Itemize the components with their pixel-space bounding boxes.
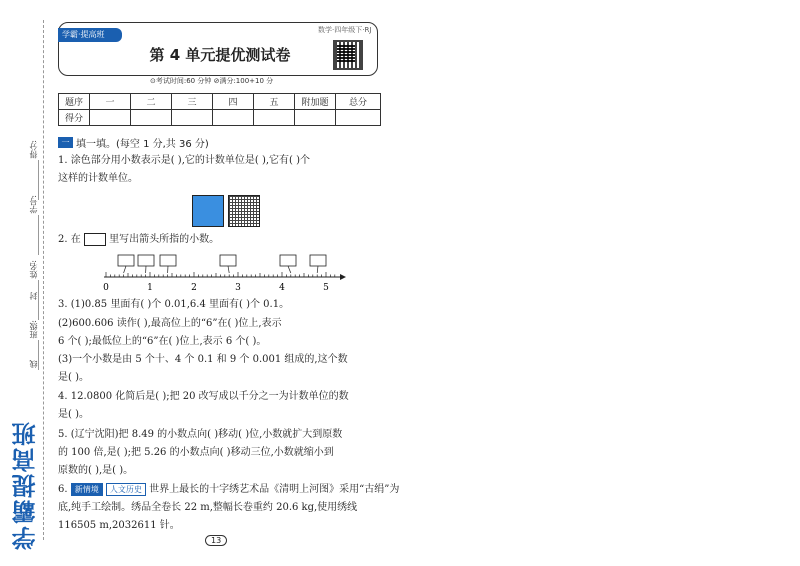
- score-table-score-row: [59, 110, 381, 126]
- line-mark: 线: [29, 360, 38, 368]
- score-cell[interactable]: [254, 110, 295, 126]
- question-4-line-1: 4. 12.0800 化简后是( );把 20 改写成以千分之一为计数单位的数: [58, 391, 349, 402]
- score-header-cell: 三: [172, 94, 213, 110]
- number-line-tick-label: 0: [103, 283, 109, 292]
- name-field[interactable]: [38, 280, 39, 320]
- answer-box-sample: [84, 233, 106, 246]
- number-line-tick-label: 1: [147, 283, 153, 292]
- number-line-answer-box[interactable]: [220, 255, 236, 266]
- number-line-pointer-arrow: [317, 266, 318, 273]
- score-cell[interactable]: [172, 110, 213, 126]
- new-context-tag: 新情境: [71, 483, 103, 496]
- number-line-tick-label: 2: [191, 283, 197, 292]
- page-number: 13: [205, 535, 227, 546]
- question-6-text: 世界上最长的十字绣艺术品《清明上河图》采用“古绢”为: [149, 484, 400, 495]
- score-label: 得分:: [29, 140, 38, 159]
- score-cell[interactable]: [336, 110, 381, 126]
- id-label: 学号:: [29, 195, 38, 214]
- number-line-arrowhead: [340, 274, 346, 280]
- question-3-3-line-2: 是( )。: [58, 372, 89, 383]
- score-header-cell: 附加题: [295, 94, 336, 110]
- brand-vertical-logo: 学霸提高班: [12, 420, 40, 550]
- score-row-label: 得分: [59, 110, 90, 126]
- class-label: 班级:: [29, 320, 38, 339]
- number-line-pointer-arrow: [228, 266, 229, 273]
- grid-square-figure: [228, 195, 260, 227]
- score-table-header-row: [59, 94, 381, 110]
- score-cell[interactable]: [131, 110, 172, 126]
- question-3-2-line-2: 6 个( );最低位上的“6”在( )位上,表示 6 个( )。: [58, 336, 267, 347]
- question-2: [58, 232, 219, 248]
- question-3-2-line-1: (2)600.606 读作( ),最高位上的“6”在( )位上,表示: [58, 318, 282, 329]
- score-header-cell: 一: [90, 94, 131, 110]
- number-line-tick-label: 4: [279, 283, 285, 292]
- number-line-answer-box[interactable]: [160, 255, 176, 266]
- question-3-3-line-1: (3)一个小数是由 5 个十、4 个 0.1 和 9 个 0.001 组成的,这个数: [58, 354, 348, 365]
- score-field[interactable]: [38, 160, 39, 200]
- score-cell[interactable]: [213, 110, 254, 126]
- question-6-line-2: 底,纯手工绘制。绣品全卷长 22 m,整幅长卷重约 20.6 kg,使用绣线: [58, 502, 358, 513]
- question-2-prefix: 2. 在: [58, 234, 81, 245]
- question-5-line-2: 的 100 倍,是( );把 5.26 的小数点向( )移动三位,小数就缩小到: [58, 447, 334, 458]
- binding-strip: [0, 0, 52, 566]
- shaded-square-figure: [192, 195, 224, 227]
- number-line-answer-box[interactable]: [310, 255, 326, 266]
- page-title: 第 4 单元提优测试卷: [149, 46, 291, 64]
- question-5-line-1: 5. (辽宁沈阳)把 8.49 的小数点向( )移动( )位,小数就扩大到原数: [58, 429, 343, 440]
- score-table: [58, 93, 381, 126]
- qr-code-pattern: [337, 44, 355, 62]
- brand-tab: 学霸·提高班: [58, 28, 122, 42]
- score-header-cell: 二: [131, 94, 172, 110]
- score-header-cell: 总分: [336, 94, 381, 110]
- question-6-line-3: 116505 m,2032611 针。: [58, 520, 180, 531]
- question-1-line-2: 这样的计数单位。: [58, 173, 138, 184]
- score-header-cell: 题序: [59, 94, 90, 110]
- score-header-cell: 五: [254, 94, 295, 110]
- exam-info: ⊙考试时间:60 分钟 ⊘满分:100+10 分: [150, 77, 274, 85]
- score-cell[interactable]: [295, 110, 336, 126]
- number-line-labels: [103, 283, 329, 292]
- score-header-cell: 四: [213, 94, 254, 110]
- score-cell[interactable]: [90, 110, 131, 126]
- section-badge: 一: [58, 137, 73, 148]
- number-line-pointer-arrow: [288, 266, 291, 273]
- humanities-history-tag: 人文历史: [106, 483, 146, 496]
- number-line-answer-box[interactable]: [118, 255, 134, 266]
- question-3-1: 3. (1)0.85 里面有( )个 0.01,6.4 里面有( )个 0.1。: [58, 299, 290, 310]
- question-6-line-1: [58, 482, 399, 498]
- number-line-answer-boxes: [118, 255, 326, 273]
- number-line-answer-box[interactable]: [138, 255, 154, 266]
- section-title: 填一填。(每空 1 分,共 36 分): [76, 139, 209, 150]
- number-line-tick-label: 5: [323, 283, 329, 292]
- number-line: [100, 250, 350, 292]
- number-line-pointer-arrow: [124, 266, 126, 273]
- question-1-line-1: 1. 涂色部分用小数表示是( ),它的计数单位是( ),它有( )个: [58, 155, 311, 166]
- number-line-answer-box[interactable]: [280, 255, 296, 266]
- question-2-suffix: 里写出箭头所指的小数。: [109, 234, 220, 245]
- question-4-line-2: 是( )。: [58, 409, 89, 420]
- name-label: 姓名:: [29, 260, 38, 279]
- cut-line: [43, 20, 44, 540]
- cut-mark: 封: [29, 292, 38, 300]
- question-6-number: 6.: [58, 484, 68, 495]
- subject-tag: 数学·四年级下·RJ: [318, 26, 372, 34]
- number-line-ticks: [106, 272, 335, 277]
- number-line-tick-label: 3: [235, 283, 241, 292]
- id-field[interactable]: [38, 215, 39, 255]
- question-5-line-3: 原数的( ),是( )。: [58, 465, 134, 476]
